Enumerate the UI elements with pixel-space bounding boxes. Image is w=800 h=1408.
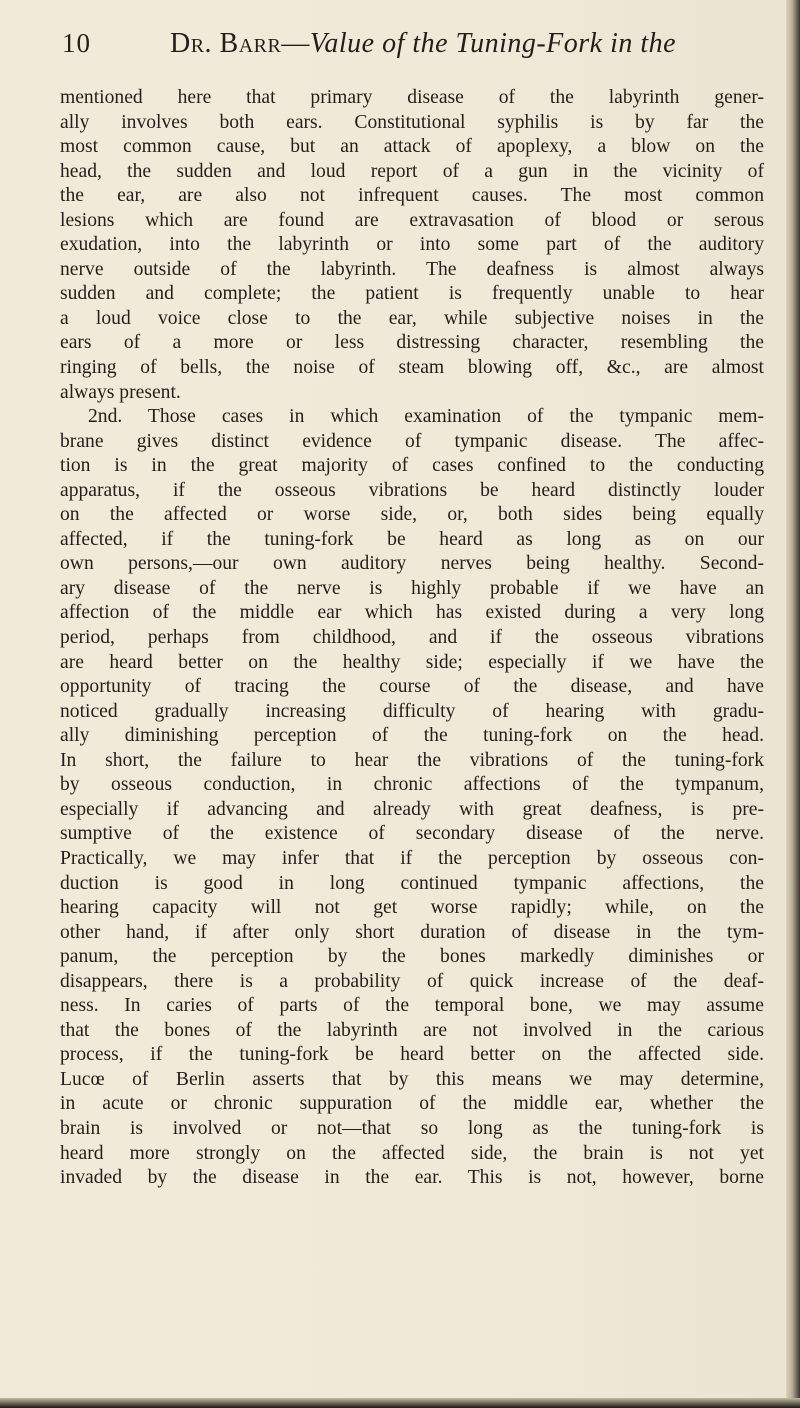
text-line: affection of the middle ear which has existed during a very long xyxy=(60,602,764,624)
running-title-text: Value of the Tuning-Fork in the xyxy=(309,28,677,59)
text-line: on the affected or worse side, or, both sides being equally xyxy=(60,504,764,526)
text-line: the ear, are also not infrequent causes. The most common xyxy=(60,185,764,207)
running-title xyxy=(170,28,676,60)
text-line: are heard better on the healthy side; especially if we have the xyxy=(60,651,764,673)
text-line: own persons,—our own auditory nerves being healthy. Second- xyxy=(60,553,764,575)
text-line: apparatus, if the osseous vibrations be heard distinctly louder xyxy=(60,479,764,501)
running-header xyxy=(62,26,762,66)
text-line: mentioned here that primary disease of the labyrinth gener- xyxy=(60,87,764,108)
text-line: ally diminishing perception of the tuning-fork on the head. xyxy=(60,725,764,747)
text-line: hearing capacity will not get worse rapidly; while, on the xyxy=(60,897,764,919)
text-line: ally involves both ears. Constitutional syphilis is by far the xyxy=(60,111,764,133)
text-line: especially if advancing and already with great deafness, is pre- xyxy=(60,798,764,820)
text-line: head, the sudden and loud report of a gun in the vicinity of xyxy=(60,160,764,182)
text-line: period, perhaps from childhood, and if the osseous vibrations xyxy=(60,627,764,649)
paragraph-end-line: always present. xyxy=(60,381,181,403)
text-line: ringing of bells, the noise of steam blowing off, &c., are almost xyxy=(60,357,764,379)
page-bottom-edge xyxy=(0,1398,800,1408)
text-line: ness. In caries of parts of the temporal bone, we may assume xyxy=(60,995,764,1017)
text-line: duction is good in long continued tympanic affections, the xyxy=(60,872,764,894)
running-title-separator: — xyxy=(281,28,310,59)
text-line: brain is involved or not—that so long as the tuning-fork is xyxy=(60,1117,764,1139)
text-line: noticed gradually increasing difficulty of hearing with gradu- xyxy=(60,700,764,722)
text-line: exudation, into the labyrinth or into some part of the auditory xyxy=(60,234,764,256)
page-number: 10 xyxy=(62,28,91,58)
text-line: a loud voice close to the ear, while subjective noises in the xyxy=(60,307,764,329)
text-line: nerve outside of the labyrinth. The deafness is almost always xyxy=(60,258,764,280)
text-line: Lucœ of Berlin asserts that by this means we may determine, xyxy=(60,1068,764,1090)
text-line: in acute or chronic suppuration of the middle ear, whether the xyxy=(60,1093,764,1115)
paragraph-start-line: 2nd. Those cases in which examination of the tympanic mem- xyxy=(88,406,764,428)
running-title-author: Dr. Barr xyxy=(170,28,282,59)
text-line: sudden and complete; the patient is frequently unable to hear xyxy=(60,283,764,305)
text-line: ary disease of the nerve is highly probable if we have an xyxy=(60,577,764,599)
text-line: other hand, if after only short duration of disease in the tym- xyxy=(60,921,764,943)
text-line: invaded by the disease in the ear. This is not, however, borne xyxy=(60,1167,764,1189)
text-line: process, if the tuning-fork be heard better on the affected side. xyxy=(60,1044,764,1066)
text-line: by osseous conduction, in chronic affections of the tympanum, xyxy=(60,774,764,796)
text-line: brane gives distinct evidence of tympanic disease. The affec- xyxy=(60,430,764,452)
text-line: that the bones of the labyrinth are not involved in the carious xyxy=(60,1019,764,1041)
text-line: lesions which are found are extravasation of blood or serous xyxy=(60,209,764,231)
text-line: sumptive of the existence of secondary disease of the nerve. xyxy=(60,823,764,845)
text-line: Practically, we may infer that if the perception by osseous con- xyxy=(60,847,764,869)
text-line: ears of a more or less distressing character, resembling the xyxy=(60,332,764,354)
text-line: panum, the perception by the bones markedly diminishes or xyxy=(60,946,764,968)
text-line: most common cause, but an attack of apoplexy, a blow on the xyxy=(60,136,764,158)
text-line: affected, if the tuning-fork be heard as long as on our xyxy=(60,528,764,550)
page-edge-shadow xyxy=(786,0,800,1408)
text-line: In short, the failure to hear the vibrations of the tuning-fork xyxy=(60,749,764,771)
text-line: disappears, there is a probability of quick increase of the deaf- xyxy=(60,970,764,992)
body-text xyxy=(60,86,764,1191)
text-line: heard more strongly on the affected side, the brain is not yet xyxy=(60,1142,764,1164)
text-line: tion is in the great majority of cases confined to the conducting xyxy=(60,455,764,477)
text-line: opportunity of tracing the course of the disease, and have xyxy=(60,676,764,698)
